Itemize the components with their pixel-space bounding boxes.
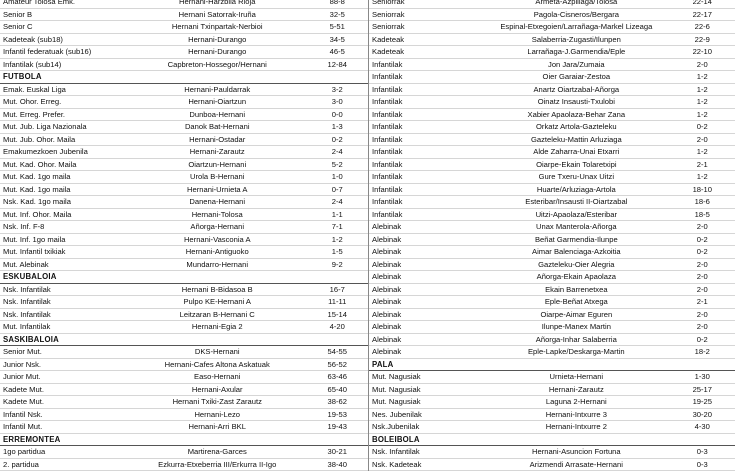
category-cell: Nsk. Kad. 1go maila [0, 196, 128, 208]
section-title: SASKIBALOIA [0, 334, 368, 346]
match-cell: Hernani-Pauldarrak [128, 84, 307, 96]
score-cell: 1-2 [669, 109, 735, 121]
match-cell: Ekain Barrenetxea [484, 284, 668, 296]
match-cell: Alde Zaharra-Unai Etxarri [484, 146, 668, 158]
match-cell: Jon Jara/Zumaia [484, 59, 668, 71]
category-cell: Infantilak [369, 134, 484, 146]
match-cell: Hernani Txinpartak-Nerbioi [128, 21, 307, 33]
score-cell: 1-2 [669, 84, 735, 96]
score-cell: 16-7 [307, 284, 369, 296]
result-row [369, 0, 735, 9]
score-cell: 22-6 [669, 21, 735, 33]
category-cell: Emak. Euskal Liga [0, 84, 128, 96]
category-cell: Infantilak [369, 96, 484, 108]
result-row [369, 9, 735, 22]
category-cell: Senior Mut. [0, 346, 128, 358]
result-row [0, 146, 368, 159]
score-cell: 0-3 [669, 459, 735, 471]
result-row [369, 84, 735, 97]
match-cell: Oiarpe-Ekain Tolaretxipi [484, 159, 668, 171]
section-title: FUTBOLA [0, 71, 368, 83]
result-row [369, 271, 735, 284]
score-cell: 18-2 [669, 346, 735, 358]
result-row [369, 234, 735, 247]
result-row [0, 321, 368, 334]
match-cell: Hernani-Intxurre 3 [484, 409, 668, 421]
result-row [369, 121, 735, 134]
result-row [0, 46, 368, 59]
category-cell: Nsk. Infantilak [0, 309, 128, 321]
score-cell: 2-1 [669, 296, 735, 308]
result-row [0, 21, 368, 34]
result-row [0, 34, 368, 47]
result-row [369, 21, 735, 34]
category-cell: Kadete Mut. [0, 384, 128, 396]
result-row [369, 259, 735, 272]
category-cell: Nsk. Infantilak [369, 446, 484, 458]
score-cell: 2-0 [669, 59, 735, 71]
score-cell: 30-20 [669, 409, 735, 421]
result-row [0, 446, 368, 459]
score-cell: 19-43 [307, 421, 369, 433]
match-cell: Martirena-Garces [128, 446, 307, 458]
match-cell: Hernani-Lezo [128, 409, 307, 421]
score-cell: 32-5 [307, 9, 369, 21]
result-row [369, 421, 735, 434]
category-cell: Alebinak [369, 271, 484, 283]
score-cell: 1-2 [669, 96, 735, 108]
result-row [369, 321, 735, 334]
score-cell: 0-2 [669, 246, 735, 258]
match-cell: Oinatz Insausti-Txulobi [484, 96, 668, 108]
result-row [0, 109, 368, 122]
score-cell: 15-14 [307, 309, 369, 321]
match-cell: Gazteleku-Oier Alegria [484, 259, 668, 271]
result-row [369, 459, 735, 471]
score-cell: 0-7 [307, 184, 369, 196]
result-row [0, 96, 368, 109]
category-cell: Infantilak [369, 146, 484, 158]
match-cell: Aimar Balenciaga-Azkoitia [484, 246, 668, 258]
match-cell: Hernani-Harzbila Rioja [128, 0, 307, 8]
category-cell: Mut. Kad. 1go maila [0, 184, 128, 196]
result-row [0, 359, 368, 372]
section-title: ESKUBALOIA [0, 271, 368, 283]
category-cell: Mut. Nagusiak [369, 396, 484, 408]
result-row [0, 259, 368, 272]
result-row [369, 159, 735, 172]
category-cell: Kadeteak (sub18) [0, 34, 128, 46]
match-cell: Danena-Hernani [128, 196, 307, 208]
match-cell: Hernani Txiki-Zast Zarautz [128, 396, 307, 408]
category-cell: Infantilak [369, 184, 484, 196]
result-row [369, 209, 735, 222]
category-cell: Infantilak [369, 209, 484, 221]
category-cell: Mut. Ohor. Erreg. [0, 96, 128, 108]
match-cell: Salaberria-Zugasti/Ilunpen [484, 34, 668, 46]
score-cell: 22-9 [669, 34, 735, 46]
match-cell: Ilunpe-Manex Martin [484, 321, 668, 333]
score-cell: 4-20 [307, 321, 369, 333]
category-cell: Infantilak [369, 71, 484, 83]
score-cell: 22-17 [669, 9, 735, 21]
right-results-column [368, 0, 735, 471]
match-cell: Gazteleku-Mattin Arluziaga [484, 134, 668, 146]
category-cell: Infantilak [369, 84, 484, 96]
score-cell: 2-0 [669, 321, 735, 333]
score-cell: 1-30 [669, 371, 735, 383]
result-row [369, 246, 735, 259]
score-cell: 30-21 [307, 446, 369, 458]
category-cell: Infantilak [369, 159, 484, 171]
category-cell: 2. partidua [0, 459, 128, 471]
category-cell: Alebinak [369, 259, 484, 271]
score-cell: 2-1 [669, 159, 735, 171]
match-cell: Oiartzun-Hernani [128, 159, 307, 171]
category-cell: 1go partidua [0, 446, 128, 458]
category-cell: Amateur Tolosa Emk. [0, 0, 128, 8]
result-row [369, 384, 735, 397]
result-row [369, 309, 735, 322]
score-cell: 19-25 [669, 396, 735, 408]
section-header-saskibaloia [0, 334, 368, 347]
match-cell: Huarte/Arluziaga-Artola [484, 184, 668, 196]
score-cell: 1-5 [307, 246, 369, 258]
result-row [0, 396, 368, 409]
category-cell: Alebinak [369, 321, 484, 333]
score-cell: 65-40 [307, 384, 369, 396]
match-cell: Hernani-Ostadar [128, 134, 307, 146]
match-cell: Hernani-Tolosa [128, 209, 307, 221]
match-cell: Anartz Oiartzabal-Añorga [484, 84, 668, 96]
match-cell: Añorga-Ekain Apaolaza [484, 271, 668, 283]
score-cell: 12-84 [307, 59, 369, 71]
match-cell: Hernani-Zarautz [484, 384, 668, 396]
match-cell: Hernani-Zarautz [128, 146, 307, 158]
match-cell: Hernani Satorrak-Iruña [128, 9, 307, 21]
section-header-boleibola [369, 434, 735, 447]
match-cell: Danok Bat-Hernani [128, 121, 307, 133]
section-title: BOLEIBOLA [369, 434, 735, 446]
match-cell: Arizmendi Arrasate-Hernani [484, 459, 668, 471]
score-cell: 54-55 [307, 346, 369, 358]
category-cell: Kadeteak [369, 46, 484, 58]
category-cell: Nsk. Infantilak [0, 296, 128, 308]
score-cell: 2-4 [307, 196, 369, 208]
match-cell: Hernani B-Bidasoa B [128, 284, 307, 296]
category-cell: Senior C [0, 21, 128, 33]
score-cell: 7-1 [307, 221, 369, 233]
result-row [0, 0, 368, 9]
result-row [0, 196, 368, 209]
score-cell: 38-40 [307, 459, 369, 471]
category-cell: Junior Mut. [0, 371, 128, 383]
result-row [369, 184, 735, 197]
result-row [0, 121, 368, 134]
result-row [0, 184, 368, 197]
score-cell: 3-0 [307, 96, 369, 108]
score-cell: 0-0 [307, 109, 369, 121]
score-cell: 1-3 [307, 121, 369, 133]
result-row [0, 384, 368, 397]
result-row [369, 34, 735, 47]
match-cell: DKS-Hernani [128, 346, 307, 358]
category-cell: Mut. Nagusiak [369, 384, 484, 396]
match-cell: Oiarpe-Aimar Eguren [484, 309, 668, 321]
result-row [369, 409, 735, 422]
section-header-pala [369, 359, 735, 372]
category-cell: Nes. Jubenilak [369, 409, 484, 421]
category-cell: Alebinak [369, 309, 484, 321]
score-cell: 1-2 [669, 146, 735, 158]
category-cell: Mut. Inf. 1go maila [0, 234, 128, 246]
match-cell: Larrañaga-J.Garmendia/Eple [484, 46, 668, 58]
match-cell: Xabier Apaolaza-Behar Zana [484, 109, 668, 121]
score-cell: 11-11 [307, 296, 369, 308]
category-cell: Junior Nsk. [0, 359, 128, 371]
score-cell: 5-51 [307, 21, 369, 33]
match-cell: Hernani-Durango [128, 34, 307, 46]
category-cell: Infantilak [369, 171, 484, 183]
match-cell: Hernani-Asuncion Fortuna [484, 446, 668, 458]
result-row [369, 446, 735, 459]
result-row [0, 134, 368, 147]
result-row [0, 284, 368, 297]
score-cell: 5-2 [307, 159, 369, 171]
match-cell: Hernani-Durango [128, 46, 307, 58]
result-row [0, 246, 368, 259]
score-cell: 2-0 [669, 221, 735, 233]
match-cell: Easo-Hernani [128, 371, 307, 383]
score-cell: 1-2 [307, 234, 369, 246]
match-cell: Hernani-Intxurre 2 [484, 421, 668, 433]
match-cell: Espinal-Etxegoien/Larrañaga-Markel Lizeaga [484, 21, 668, 33]
score-cell: 2-0 [669, 271, 735, 283]
category-cell: Mut. Kad. 1go maila [0, 171, 128, 183]
result-row [369, 146, 735, 159]
category-cell: Mut. Alebinak [0, 259, 128, 271]
category-cell: Alebinak [369, 221, 484, 233]
result-row [369, 334, 735, 347]
result-row [369, 71, 735, 84]
category-cell: Mut. Erreg. Prefer. [0, 109, 128, 121]
category-cell: Infantilak [369, 196, 484, 208]
category-cell: Nsk. Kadeteak [369, 459, 484, 471]
category-cell: Senior B [0, 9, 128, 21]
result-row [369, 221, 735, 234]
category-cell: Infantil Nsk. [0, 409, 128, 421]
score-cell: 19-53 [307, 409, 369, 421]
score-cell: 25-17 [669, 384, 735, 396]
score-cell: 88-8 [307, 0, 369, 8]
category-cell: Mut. Kad. Ohor. Maila [0, 159, 128, 171]
category-cell: Seniorrak [369, 9, 484, 21]
match-cell: Hernani-Urnieta A [128, 184, 307, 196]
category-cell: Infantilak [369, 121, 484, 133]
match-cell: Hernani-Egia 2 [128, 321, 307, 333]
category-cell: Nsk.Jubenilak [369, 421, 484, 433]
match-cell: Gure Txeru-Unax Uitzi [484, 171, 668, 183]
score-cell: 1-2 [669, 71, 735, 83]
category-cell: Mut. Infantilak [0, 321, 128, 333]
category-cell: Seniorrak [369, 21, 484, 33]
category-cell: Alebinak [369, 234, 484, 246]
match-cell: Beñat Garmendia-Ilunpe [484, 234, 668, 246]
result-row [0, 9, 368, 22]
result-row [0, 209, 368, 222]
score-cell: 46-5 [307, 46, 369, 58]
section-title: ERREMONTEA [0, 434, 368, 446]
match-cell: Leitzaran B-Hernani C [128, 309, 307, 321]
category-cell: Alebinak [369, 246, 484, 258]
match-cell: Hernani-Cafes Altona Askatuak [128, 359, 307, 371]
category-cell: Mut. Jub. Ohor. Maila [0, 134, 128, 146]
match-cell: Hernani-Vasconia A [128, 234, 307, 246]
section-header-erremontea [0, 434, 368, 447]
category-cell: Seniorrak [369, 0, 484, 8]
result-row [369, 134, 735, 147]
result-row [369, 284, 735, 297]
score-cell: 0-2 [669, 334, 735, 346]
result-row [0, 421, 368, 434]
match-cell: Mundarro-Hernani [128, 259, 307, 271]
score-cell: 0-3 [669, 446, 735, 458]
score-cell: 0-2 [669, 234, 735, 246]
match-cell: Hernani-Antiguoko [128, 246, 307, 258]
match-cell: Capbreton-Hossegor/Hernani [128, 59, 307, 71]
result-row [0, 371, 368, 384]
category-cell: Kadete Mut. [0, 396, 128, 408]
result-row [0, 296, 368, 309]
section-header-eskubaloia [0, 271, 368, 284]
result-row [0, 459, 368, 471]
score-cell: 2-0 [669, 309, 735, 321]
result-row [0, 409, 368, 422]
score-cell: 18-10 [669, 184, 735, 196]
result-row [369, 196, 735, 209]
match-cell: Laguna 2-Hernani [484, 396, 668, 408]
score-cell: 38-62 [307, 396, 369, 408]
match-cell: Eple-Beñat Atxega [484, 296, 668, 308]
result-row [0, 159, 368, 172]
category-cell: Mut. Infantil txikiak [0, 246, 128, 258]
score-cell: 34-5 [307, 34, 369, 46]
match-cell: Añorga-Hernani [128, 221, 307, 233]
category-cell: Nsk. Inf. F-8 [0, 221, 128, 233]
score-cell: 2-0 [669, 284, 735, 296]
match-cell: Hernani-Oiartzun [128, 96, 307, 108]
category-cell: Mut. Nagusiak [369, 371, 484, 383]
result-row [0, 59, 368, 72]
match-cell: Uitzi-Apaolaza/Esteribar [484, 209, 668, 221]
result-row [0, 171, 368, 184]
category-cell: Infantilak [369, 59, 484, 71]
category-cell: Kadeteak [369, 34, 484, 46]
result-row [369, 371, 735, 384]
score-cell: 1-0 [307, 171, 369, 183]
score-cell: 1-1 [307, 209, 369, 221]
section-header-futbola [0, 71, 368, 84]
result-row [0, 84, 368, 97]
score-cell: 2-0 [669, 134, 735, 146]
result-row [0, 346, 368, 359]
category-cell: Alebinak [369, 334, 484, 346]
result-row [369, 396, 735, 409]
category-cell: Alebinak [369, 346, 484, 358]
result-row [0, 221, 368, 234]
match-cell: Pagola-Cisneros/Bergara [484, 9, 668, 21]
category-cell: Alebinak [369, 296, 484, 308]
match-cell: Oier Garaiar-Zestoa [484, 71, 668, 83]
match-cell: Unax Manterola-Añorga [484, 221, 668, 233]
result-row [0, 309, 368, 322]
category-cell: Infantil Mut. [0, 421, 128, 433]
match-cell: Hernani-Axular [128, 384, 307, 396]
score-cell: 9-2 [307, 259, 369, 271]
score-cell: 2-0 [669, 259, 735, 271]
match-cell: Esteribar/Insausti II-Oiartzabal [484, 196, 668, 208]
result-row [369, 296, 735, 309]
match-cell: Eple-Lapke/Deskarga-Martin [484, 346, 668, 358]
result-row [369, 96, 735, 109]
match-cell: Dunboa-Hernani [128, 109, 307, 121]
score-cell: 4-30 [669, 421, 735, 433]
score-cell: 2-4 [307, 146, 369, 158]
category-cell: Alebinak [369, 284, 484, 296]
category-cell: Mut. Inf. Ohor. Maila [0, 209, 128, 221]
result-row [0, 234, 368, 247]
score-cell: 18-6 [669, 196, 735, 208]
score-cell: 0-2 [669, 121, 735, 133]
match-cell: Urnieta-Hernani [484, 371, 668, 383]
match-cell: Armeta-Azpillaga/Tolosa [484, 0, 668, 8]
category-cell: Nsk. Infantilak [0, 284, 128, 296]
category-cell: Infantilak [369, 109, 484, 121]
result-row [369, 171, 735, 184]
score-cell: 1-2 [669, 171, 735, 183]
match-cell: Pulpo KE-Hernani A [128, 296, 307, 308]
score-cell: 22-10 [669, 46, 735, 58]
result-row [369, 59, 735, 72]
result-row [369, 109, 735, 122]
result-row [369, 46, 735, 59]
result-row [369, 346, 735, 359]
score-cell: 22-14 [669, 0, 735, 8]
match-cell: Urola B-Hernani [128, 171, 307, 183]
section-title: PALA [369, 359, 735, 371]
category-cell: Infantil federatuak (sub16) [0, 46, 128, 58]
category-cell: Infantilak (sub14) [0, 59, 128, 71]
score-cell: 3-2 [307, 84, 369, 96]
match-cell: Hernani-Arri BKL [128, 421, 307, 433]
match-cell: Añorga-Inhar Salaberria [484, 334, 668, 346]
match-cell: Orkatz Artola-Gazteleku [484, 121, 668, 133]
category-cell: Emakumezkoen Jubenila [0, 146, 128, 158]
match-cell: Ezkurra-Etxeberria III/Erkurra II-Igo [128, 459, 307, 471]
category-cell: Mut. Jub. Liga Nazionala [0, 121, 128, 133]
score-cell: 0-2 [307, 134, 369, 146]
score-cell: 63-46 [307, 371, 369, 383]
score-cell: 56-52 [307, 359, 369, 371]
score-cell: 18-5 [669, 209, 735, 221]
